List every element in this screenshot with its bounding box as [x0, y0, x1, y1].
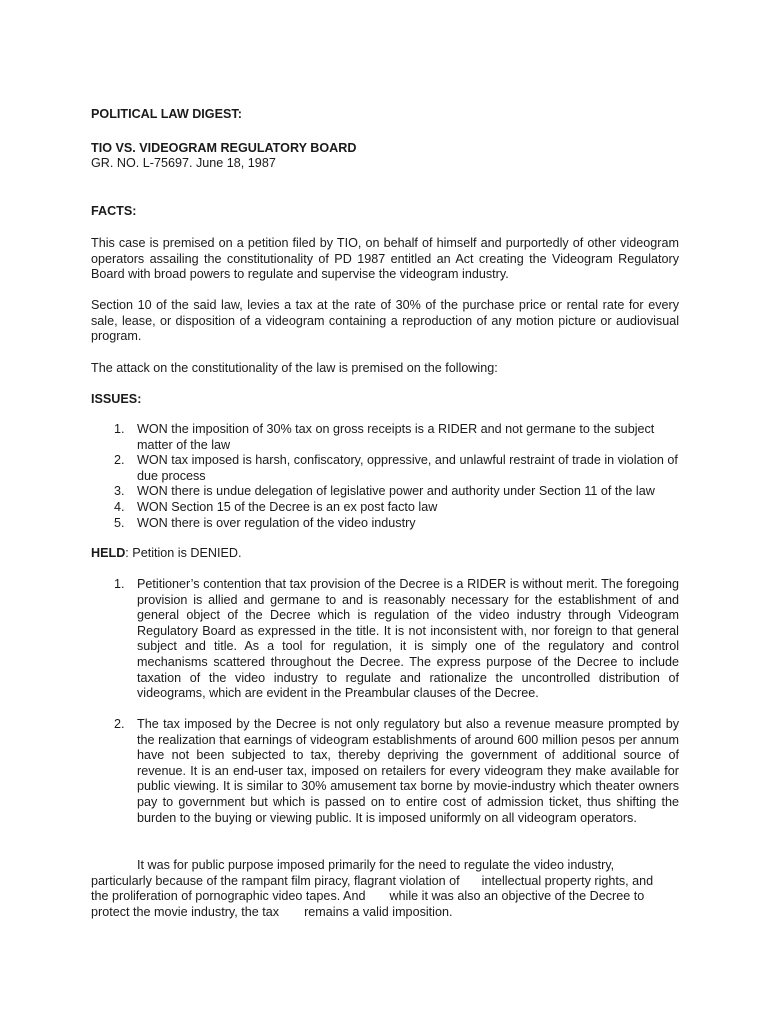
closing-line-2 [91, 874, 679, 890]
issue-text: WON there is over regulation of the video industry [137, 515, 416, 530]
issue-item [91, 516, 679, 532]
issues-list [91, 422, 679, 531]
issue-item [91, 453, 679, 484]
closing-text-4b: remains a valid imposition. [304, 904, 453, 919]
issue-number: 2. [114, 453, 125, 468]
issues-heading: ISSUES: [91, 392, 142, 406]
facts-heading: FACTS: [91, 204, 137, 218]
closing-text-2b: intellectual property rights, and [481, 873, 654, 888]
issue-number: 3. [114, 484, 125, 499]
held-text: : Petition is DENIED. [125, 546, 242, 560]
issue-text: WON the imposition of 30% tax on gross receipts is a RIDER and not germane to the subject matter of the law [137, 422, 655, 452]
closing-line-3 [91, 889, 679, 905]
closing-text-4a: protect the movie industry, the tax [91, 904, 280, 919]
closing-paragraph [91, 858, 679, 920]
facts-paragraph-1: This case is premised on a petition filed by TIO, on behalf of himself and purportedly of other videogram operators assailing the constitutionality of PD 1987 entitled an Act creating the Videogram Regulatory Board with broad powers to regulate and supervise the videogram industry. [91, 236, 679, 282]
issue-text: WON there is undue delegation of legislative power and authority under Section 11 of the law [137, 484, 655, 499]
case-number: GR. NO. L-75697. June 18, 1987 [91, 156, 276, 170]
issue-item [91, 500, 679, 516]
held-item-text: The tax imposed by the Decree is not only regulatory but also a revenue measure prompted by the realization that earnings of videogram establishments of around 600 million pesos per annum have not been subjected to tax, thereby depriving the government of additional source of revenue. It is an end-user tax, imposed on retailers for every videogram they make available for public viewing. It is similar to 30% amusement tax borne by movie-industry which theater owners pay to government but which is passed on to entire cost of admission ticket, thus shifting the burden to the buying or viewing public. It is imposed uniformly on all videogram operators. [137, 717, 679, 825]
held-item-text: Petitioner’s contention that tax provision of the Decree is a RIDER is without merit. The foregoing provision is allied and germane to and is reasonably necessary for the establishment of and general object of the Decree which is regulation of the video industry through Videogram Regulatory Board as expressed in the title. It is not inconsistent with, nor foreign to that general subject and title. As a tool for regulation, it is simply one of the regulatory and control mechanisms scattered throughout the Decree. The express purpose of the Decree to include taxation of the video industry to regulate and rationalize the uncontrolled distribution of videograms, which are evident in the Preambular clauses of the Decree. [137, 577, 679, 701]
issue-text: WON Section 15 of the Decree is an ex post facto law [137, 499, 438, 514]
held-item [91, 577, 679, 702]
facts-paragraph-3: The attack on the constitutionality of the law is premised on the following: [91, 361, 498, 375]
closing-text-3b: while it was also an objective of the Decree to [389, 889, 645, 904]
facts-paragraph-2: Section 10 of the said law, levies a tax at the rate of 30% of the purchase price or rental rate for every sale, lease, or disposition of a videogram containing a reproduction of any motion picture or audiovisual program. [91, 298, 679, 344]
closing-text-3a: the proliferation of pornographic video tapes. And [91, 889, 366, 904]
digest-title: POLITICAL LAW DIGEST: [91, 107, 242, 121]
issue-number: 1. [114, 422, 125, 436]
issue-item [91, 484, 679, 500]
held-list-2 [91, 717, 679, 826]
issue-number: 4. [114, 499, 125, 514]
held-list [91, 577, 679, 702]
closing-line-4 [91, 905, 679, 921]
held-item [91, 717, 679, 826]
issue-number: 5. [114, 515, 125, 530]
issue-item [91, 422, 679, 453]
case-title: TIO VS. VIDEOGRAM REGULATORY BOARD [91, 141, 357, 155]
held-label: HELD [91, 546, 126, 560]
held-number: 2. [114, 717, 125, 731]
issue-text: WON tax imposed is harsh, confiscatory, oppressive, and unlawful restraint of trade in violation of due process [137, 453, 678, 483]
held-line [91, 546, 679, 562]
held-number: 1. [114, 577, 125, 591]
closing-line-1: It was for public purpose imposed primarily for the need to regulate the video industry, [137, 858, 615, 872]
closing-text-2a: particularly because of the rampant film piracy, flagrant violation of [91, 873, 460, 888]
